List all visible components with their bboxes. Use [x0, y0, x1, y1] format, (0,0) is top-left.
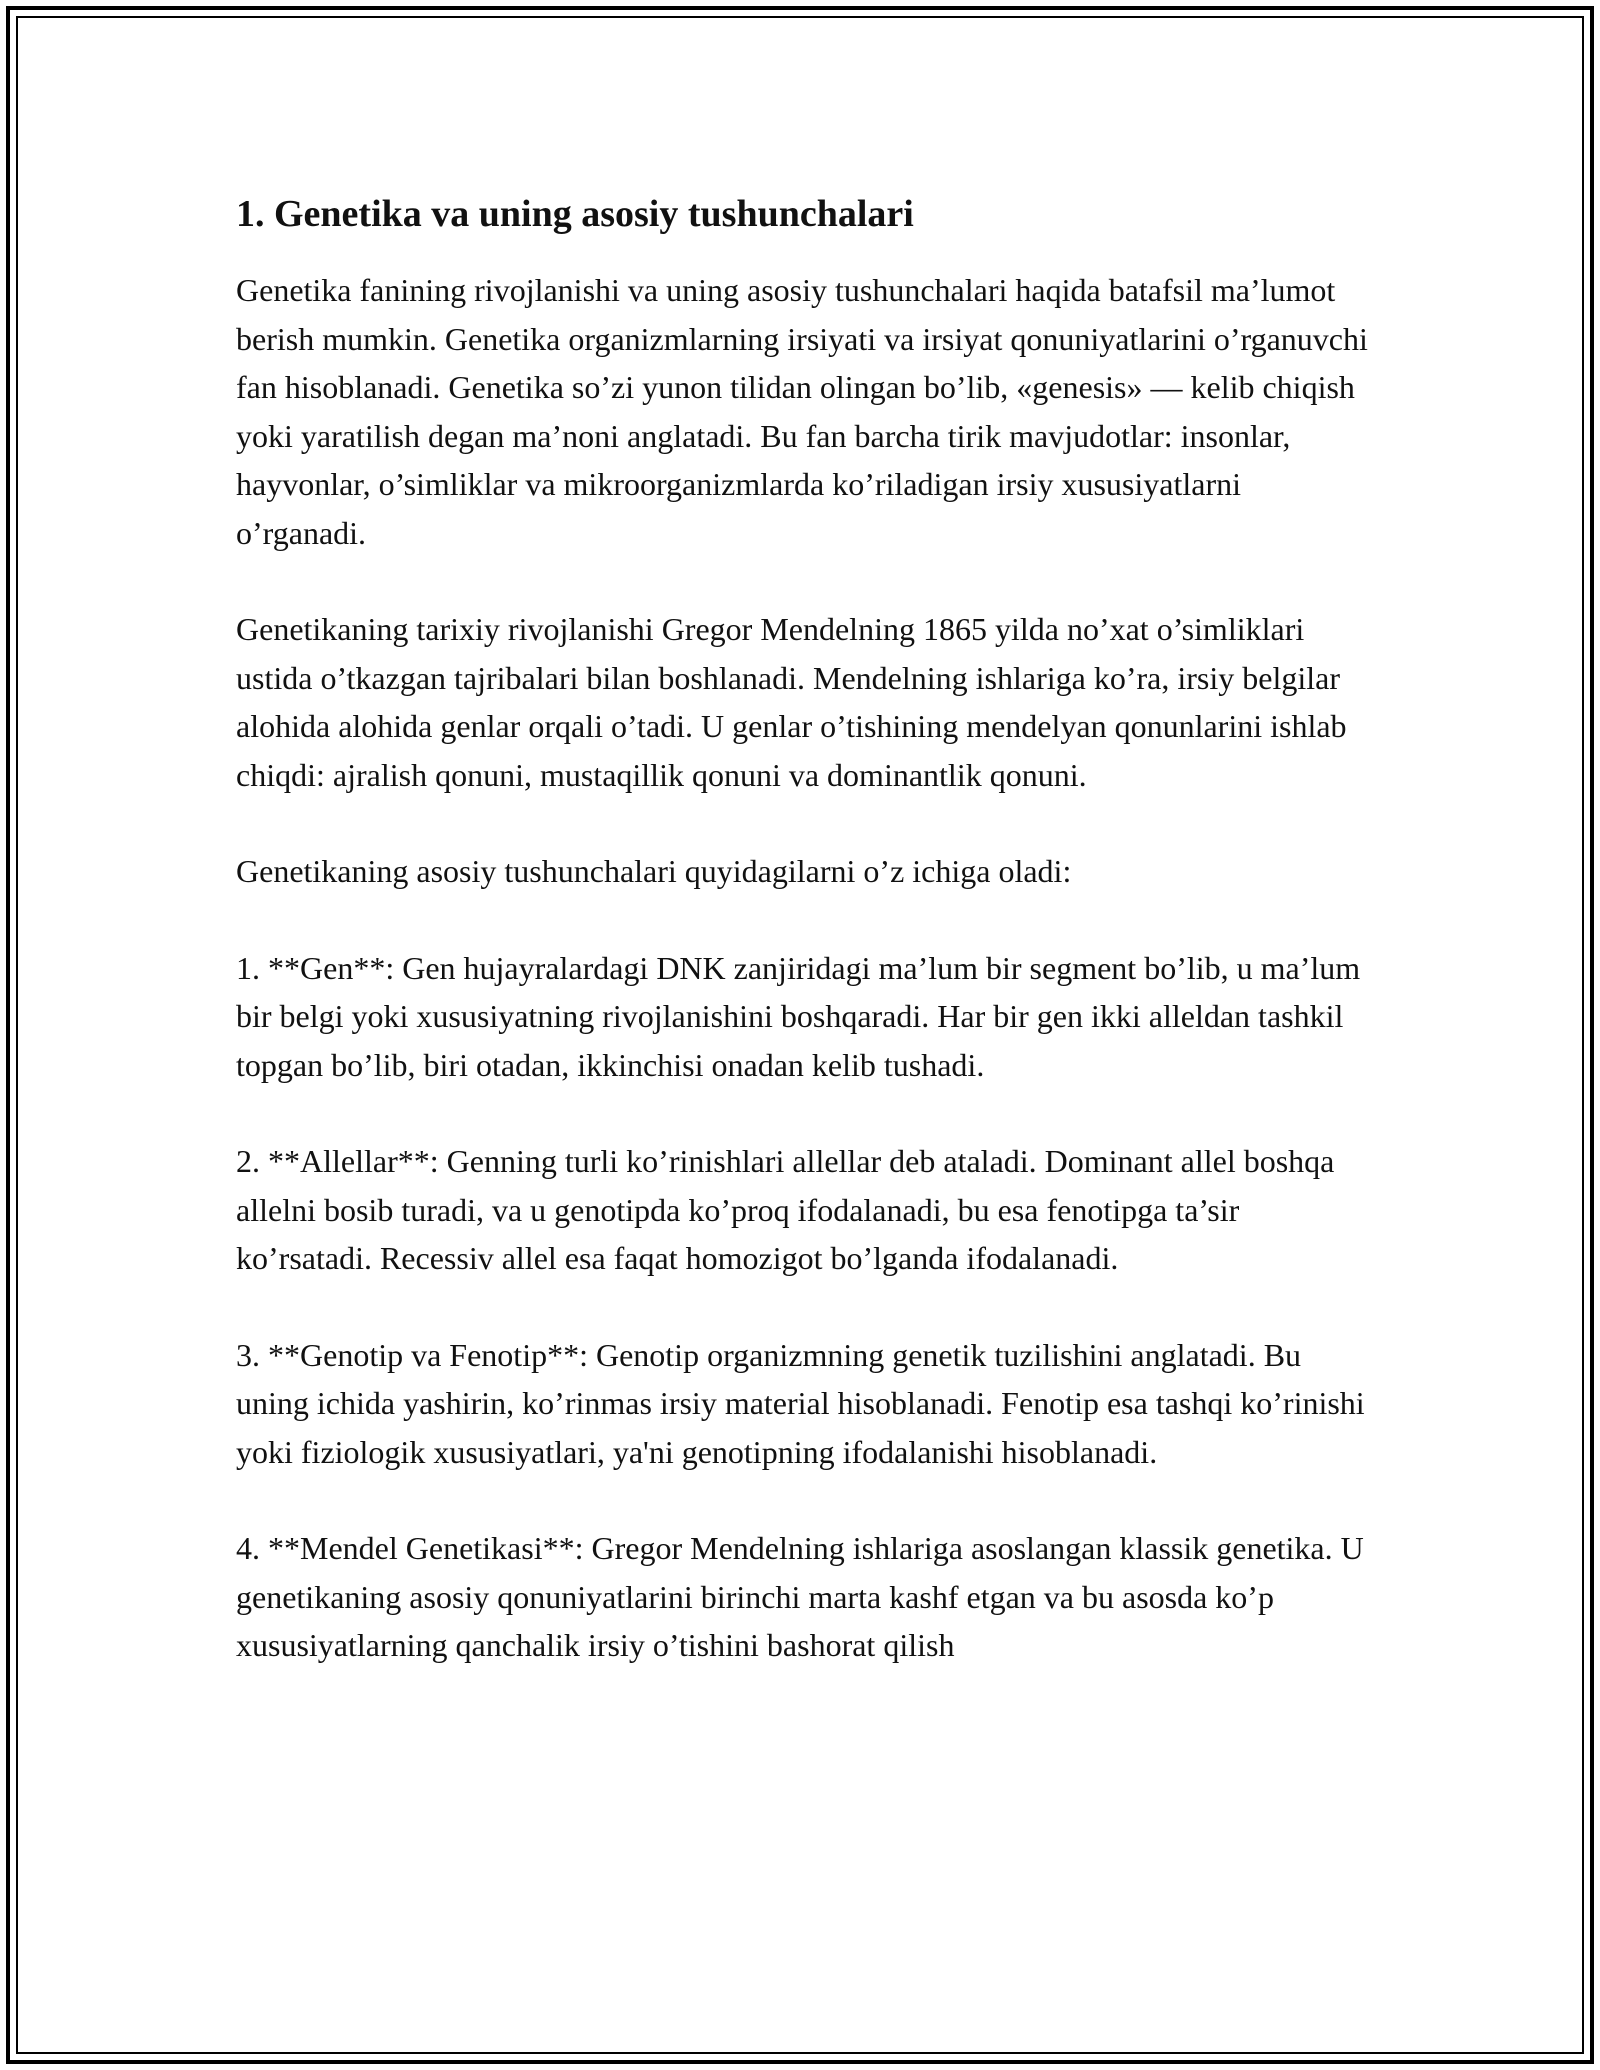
- paragraph-intro: Genetika fanining rivojlanishi va uning asosiy tushunchalari haqida batafsil ma’lumot berish mumkin. Genetika organizmlarning irsiyati va irsiyat qonuniyatlarini o’rganuvchi fan hisoblanadi. Genetika so’zi yunon tilidan olingan bo’lib, «genesis» — kelib chiqish yoki yaratilish degan ma’noni anglatadi. Bu fan barcha tirik mavjudotlar: insonlar, hayvonlar, o’simliklar va mikroorganizmlarda ko’riladigan irsiy xususiyatlarni o’rganadi.: [236, 272, 1368, 551]
- document-body: [236, 190, 1376, 1670]
- list-item-allellar: 2. **Allellar**: Genning turli ko’rinishlari allellar deb ataladi. Dominant allel boshqa allelni bosib turadi, va u genotipda ko’proq ifodalanadi, bu esa fenotipga ta’sir ko’rsatadi. Recessiv allel esa faqat homozigot bo’lganda ifodalanadi.: [236, 1143, 1335, 1276]
- paragraph-concepts-intro: Genetikaning asosiy tushunchalari quyidagilarni o’z ichiga oladi:: [236, 853, 1072, 889]
- section-heading: 1. Genetika va uning asosiy tushunchalari: [236, 193, 914, 235]
- list-item-genotip-fenotip: 3. **Genotip va Fenotip**: Genotip organizmning genetik tuzilishini anglatadi. Bu uning ichida yashirin, ko’rinmas irsiy material hisoblanadi. Fenotip esa tashqi ko’rinishi yoki fiziologik xususiyatlari, ya'ni genotipning ifodalanishi hisoblanadi.: [236, 1336, 1365, 1470]
- list-item-mendel-genetikasi: 4. **Mendel Genetikasi**: Gregor Mendelning ishlariga asoslangan klassik genetika. U genetikaning asosiy qonuniyatlarini birinchi marta kashf etgan va bu asosda ko’p xususiyatlarning qanchalik irsiy o’tishini bashorat qilish: [236, 1530, 1364, 1663]
- list-item-gen: 1. **Gen**: Gen hujayralardagi DNK zanjiridagi ma’lum bir segment bo’lib, u ma’lum bir belgi yoki xususiyatning rivojlanishini boshqaradi. Har bir gen ikki alleldan tashkil topgan bo’lib, biri otadan, ikkinchisi onadan kelib tushadi.: [236, 949, 1361, 1083]
- paragraph-history: Genetikaning tarixiy rivojlanishi Gregor Mendelning 1865 yilda no’xat o’simliklari ustida o’tkazgan tajribalari bilan boshlanadi. Mendelning ishlariga ko’ra, irsiy belgilar alohida alohida genlar orqali o’tadi. U genlar o’tishining mendelyan qonunlarini ishlab chiqdi: ajralish qonuni, mustaqillik qonuni va dominantlik qonuni.: [236, 611, 1347, 793]
